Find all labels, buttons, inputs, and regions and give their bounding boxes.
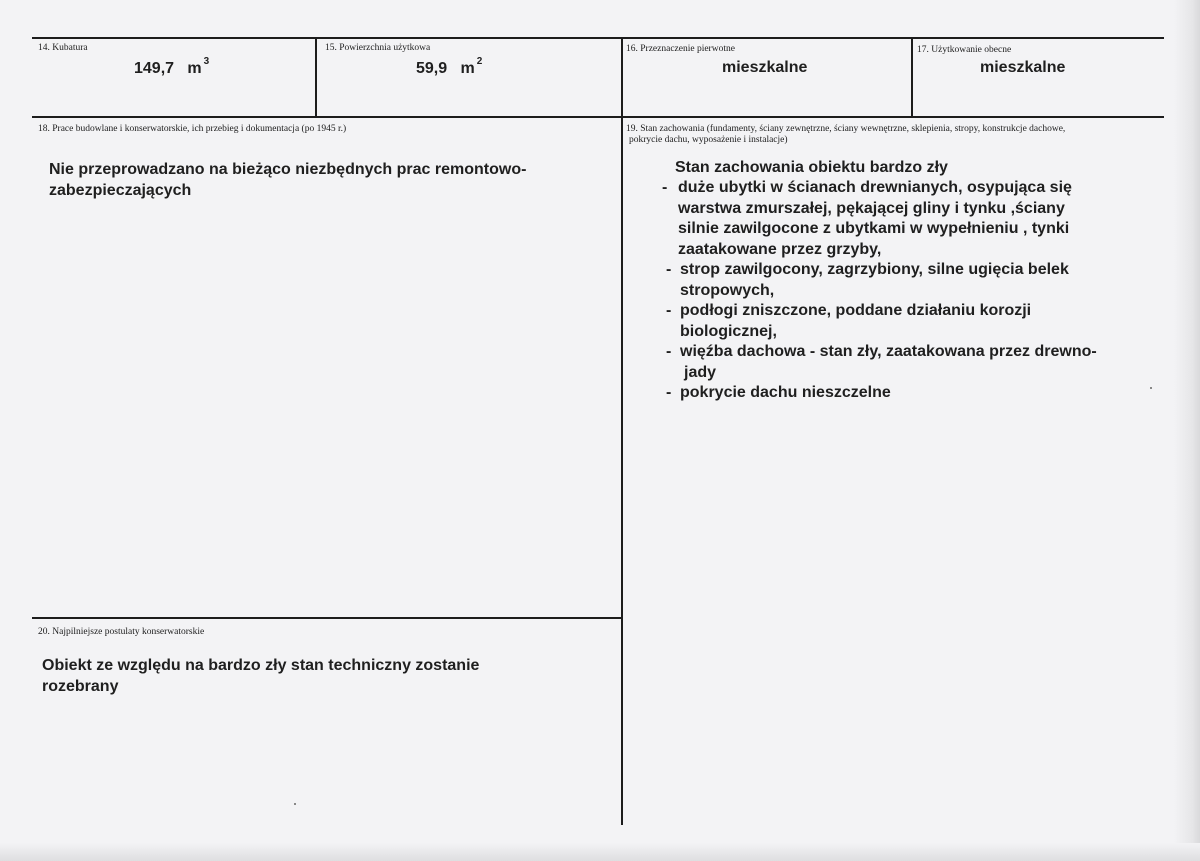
- condition-line: strop zawilgocony, zagrzybiony, silne ugięcia belek: [680, 261, 1069, 278]
- field-20-line: rozebrany: [42, 677, 119, 695]
- condition-line: biologicznej,: [680, 322, 777, 340]
- condition-line: więźba dachowa - stan zły, zaatakowana przez drewno-: [680, 343, 1097, 360]
- condition-item-bullet: -: [666, 384, 672, 401]
- current-use-value: mieszkalne: [980, 59, 1066, 76]
- card-edge-shadow-bottom: [0, 843, 1200, 861]
- condition-item-bullet: -: [666, 261, 672, 278]
- field-20-line: Obiekt ze względu na bardzo zły stan techniczny zostanie: [42, 657, 480, 674]
- field-19-label-line: pokrycie dachu, wyposażenie i instalacje): [629, 135, 788, 145]
- top-border-line: [32, 37, 1164, 39]
- cubature-unit: m: [187, 60, 202, 77]
- field-18-line: zabezpieczających: [49, 181, 192, 199]
- field-15-value: [416, 56, 483, 78]
- paper-speck: [1150, 387, 1152, 389]
- cubature-value: 149,7: [134, 60, 175, 77]
- condition-line: jady: [684, 363, 717, 381]
- field-20-text: [42, 656, 479, 697]
- usable-area-value: 59,9: [416, 60, 448, 77]
- condition-item-bullet: -: [666, 343, 672, 360]
- condition-item-bullet: -: [662, 179, 668, 196]
- condition-line: pokrycie dachu nieszczelne: [680, 384, 891, 401]
- field-14-value: [134, 56, 210, 78]
- condition-line: stropowych,: [680, 281, 775, 299]
- condition-item-walls: [678, 178, 1072, 260]
- original-purpose-value: mieszkalne: [722, 59, 808, 76]
- row-divider-line: [32, 116, 1164, 118]
- condition-line: duże ubytki w ścianach drewnianych, osypująca się: [678, 179, 1072, 196]
- column-divider-16-17: [911, 37, 913, 117]
- column-divider-main: [621, 37, 623, 825]
- condition-line: warstwa zmurszałej, pękającej gliny i tynku ,ściany: [678, 199, 1065, 217]
- field-15-label: 15. Powierzchnia użytkowa: [325, 43, 431, 53]
- condition-line: silnie zawilgocone z ubytkami w wypełnieniu , tynki: [678, 220, 1070, 237]
- condition-item-bullet: -: [666, 302, 672, 319]
- condition-item-roof-truss: [680, 342, 1097, 383]
- field-19-label: [626, 124, 1065, 146]
- field-17-label: 17. Użytkowanie obecne: [917, 45, 1012, 55]
- paper-speck: [294, 803, 296, 805]
- condition-item-floors: [680, 301, 1031, 342]
- condition-item-ceiling: [680, 260, 1069, 301]
- usable-area-unit: m: [460, 60, 475, 77]
- field-16-label: 16. Przeznaczenie pierwotne: [626, 44, 735, 54]
- field-18-line: Nie przeprowadzano na bieżąco niezbędnych prac remontowo-: [49, 161, 527, 178]
- cubature-unit-exponent: 3: [203, 56, 210, 67]
- column-divider-14-15: [315, 37, 317, 117]
- condition-line: zaatakowane przez grzyby,: [678, 240, 882, 258]
- field-20-top-line: [32, 617, 622, 619]
- card-edge-shadow: [1174, 0, 1200, 861]
- field-20-label: 20. Najpilniejsze postulaty konserwatorskie: [38, 627, 205, 637]
- field-18-text: [49, 160, 526, 201]
- field-18-label: 18. Prace budowlane i konserwatorskie, ich przebieg i dokumentacja (po 1945 r.): [38, 124, 347, 134]
- condition-item-roof-covering: [680, 383, 891, 404]
- field-14-label: 14. Kubatura: [38, 43, 88, 53]
- condition-line: podłogi zniszczone, poddane działaniu korozji: [680, 302, 1032, 319]
- condition-heading: Stan zachowania obiektu bardzo zły: [675, 159, 948, 176]
- field-19-label-line: 19. Stan zachowania (fundamenty, ściany zewnętrzne, ściany wewnętrzne, sklepienia, stropy, konstrukcje dachowe,: [626, 124, 1066, 134]
- usable-area-unit-exponent: 2: [476, 56, 483, 67]
